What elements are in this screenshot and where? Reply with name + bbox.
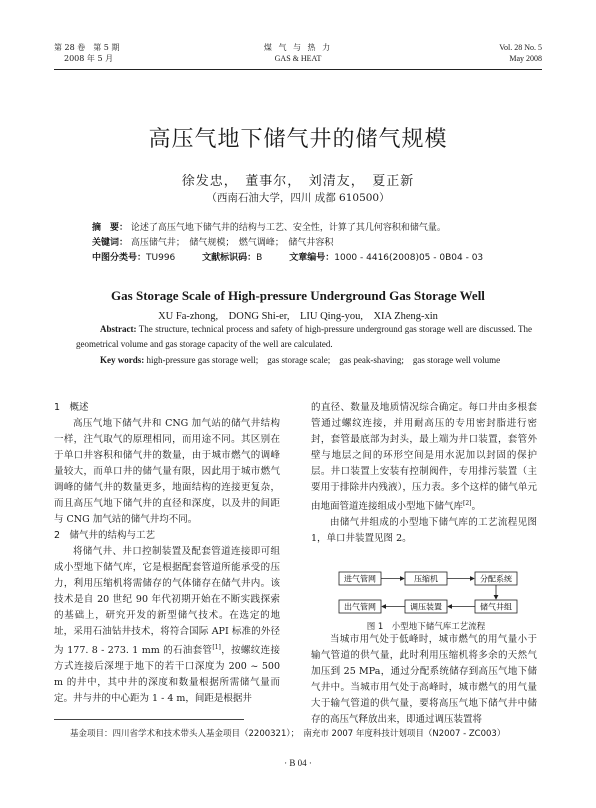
flow-box-inlet	[339, 572, 381, 585]
abstract-cn-text: 论述了高压气地下储气井的结构与工艺、安全性，计算了其几何容积和储气量。	[130, 223, 446, 233]
paper-title: 高压气地下储气井的储气规模	[148, 127, 448, 152]
right-column-continued	[311, 632, 537, 728]
section-2-paragraph	[54, 544, 280, 707]
english-authors: XU Fa-zhong, DONG Shi-er, LIU Qing-you, XIA Zheng-xin	[158, 311, 438, 322]
funding-footnote: 基金项目：四川省学术和技术带头人基金项目（2200321）； 南充市 2007 年度科技计划项目（N2007 - ZC003）	[70, 729, 506, 739]
keywords-cn-label: 关键词：	[92, 238, 129, 248]
journal-name-en: GAS & HEAT	[274, 54, 322, 63]
keywords-cn	[92, 237, 532, 250]
process-flow-diagram	[311, 566, 541, 618]
right-paragraph-1	[311, 400, 537, 515]
author-list: 徐发忠， 董事尔， 刘清友， 夏正新	[181, 174, 415, 189]
english-keywords-text: high-pressure gas storage well; gas storage scale; gas peak-shaving; gas storage well volume	[146, 355, 501, 365]
footnote-rule	[54, 719, 244, 720]
right-paragraph-2: 由储气井组成的小型地下储气库的工艺流程见图 1，单口井装置见图 2。	[311, 517, 537, 545]
article-no-value: 1000 - 4416(2008)05 - 0B04 - 03	[334, 253, 484, 263]
english-title: Gas Storage Scale of High-pressure Underground Gas Storage Well	[111, 288, 485, 303]
right-paragraph-3: 当城市用气处于低峰时，城市燃气的用气量小于输气管道的供气量，此时利用压缩机将多余的天然气加压到 25 MPa，通过分配系统储存到高压气地下储气井中。当城市用气处于高峰时，城市燃气的用气量大于输气管道的供气量，要将高压气地下储气井中储存的高压气释放出来，即通过调压装置将	[311, 634, 537, 725]
doc-code-value: B	[256, 253, 263, 263]
clc-label: 中图分类号：	[92, 253, 147, 263]
header-vol-issue-en: Vol. 28 No. 5	[499, 43, 542, 52]
header-date: 2008 年 5 月	[64, 54, 114, 63]
english-abstract-label: Abstract:	[100, 324, 137, 334]
flow-label-regulator: 调压装置	[410, 602, 442, 612]
citation-1: [1]	[212, 644, 221, 651]
left-column	[54, 400, 280, 707]
flow-box-compressor	[405, 572, 447, 585]
abstract-cn	[92, 222, 532, 235]
affiliation: （西南石油大学，四川 成都 610500）	[206, 192, 390, 204]
english-keywords	[76, 353, 532, 368]
header-rule	[54, 69, 542, 70]
english-abstract-text: The structure, technical process and safety of high-pressure underground gas storage well are discussed. The geometrical volume and gas storage capacity of the well are calculated.	[76, 324, 532, 349]
english-keywords-label: Key words:	[100, 355, 145, 365]
right-text-b: 。	[471, 501, 482, 513]
right-column	[311, 400, 537, 547]
section-1-paragraph: 高压气地下储气井和 CNG 加气站的储气井结构一样，注气取气的原理相同，而用途不同。其区别在于单口井容积和储气井的数量，由于城市燃气的调峰量较大，而单口井的储气量有限，因此用于城市燃气调峰的储气井的数量更多，地面结构的连接更复杂，而且高压气地下储气井的直径和深度，以及井的间距与 CNG 加气站的储气井均不同。	[54, 418, 280, 525]
section-2-heading: 2 储气井的结构与工艺	[54, 530, 156, 541]
flow-label-compressor: 压缩机	[414, 574, 438, 584]
abstract-cn-label: 摘 要：	[92, 223, 129, 233]
flow-box-outlet	[339, 600, 381, 613]
citation-2: [2]	[463, 500, 472, 507]
journal-name-cn: 煤 气 与 热 力	[263, 43, 333, 52]
section-1-heading: 1 概述	[54, 402, 89, 413]
header-vol-issue: 第 28 卷 第 5 期	[54, 43, 120, 52]
flow-label-distribution: 分配系统	[480, 574, 512, 584]
page-number: · B 04 ·	[284, 758, 312, 768]
classification-line	[92, 252, 532, 265]
flow-box-wells	[475, 600, 517, 613]
flow-label-outlet: 出气管网	[344, 602, 376, 612]
flow-label-inlet: 进气管网	[344, 574, 376, 584]
right-text-a: 的直径、数量及地质情况综合确定。每口井由多根套管通过螺纹连接，并用耐高压的专用密封脂进行密封，套管最底部为封头，最上端为井口装置，套管外壁与地层之间的环形空间是用水泥加以封固的保护层。井口装置上安装有控制阀件，专用排污装置（主要用于排除井内残液），压力表。多个这样的储气单元由地面管道连接组成小型地下储气库	[311, 402, 537, 513]
clc-value: TU996	[146, 253, 176, 263]
header-volume-en	[499, 42, 542, 64]
flow-box-distribution	[475, 572, 517, 585]
figure-1-caption: 图 1 小型地下储气库工艺流程	[366, 622, 486, 632]
english-abstract	[76, 322, 532, 352]
section-2-text-b: ，按螺纹连接方式连接后深埋于地下的若干口深度为 200 ~ 500 m 的井中，其中井的深度和数量根据所需储气量而定。井与井的中心距为 1 - 4 m，间距是根据井	[54, 645, 280, 705]
article-no-label: 文章编号：	[289, 253, 335, 263]
section-2-text-a: 将储气井、井口控制装置及配套管道连接即可组成小型地下储气库，它是根据配套管道所能承受的压力，利用压缩机将需储存的气体储存在储气井内。该技术是自 20 世纪 90 年代初期开始在不断实践探索的基础上，研究开发的新型储气技术。在选定的地址，采用石油钻井技术，将符合国际 API 标准的外径为 177. 8 - 273. 1 mm 的石油套管	[54, 546, 280, 657]
doc-code-label: 文献标识码：	[202, 253, 257, 263]
flow-box-regulator	[405, 600, 447, 613]
flow-label-wells: 储气井组	[480, 602, 512, 612]
header-date-en: May 2008	[509, 54, 542, 63]
keywords-cn-text: 高压储气井； 储气规模； 燃气调峰； 储气井容积	[130, 238, 334, 248]
